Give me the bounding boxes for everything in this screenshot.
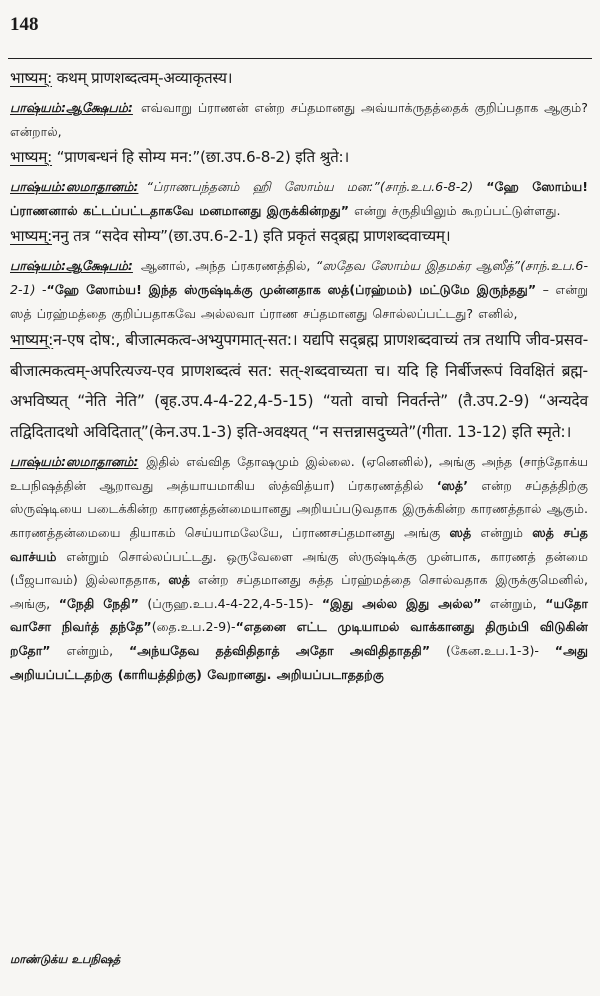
tamil-text-bold: “அது அறியப்பட்டதற்கு (காரியத்திற்கு) வேறானது. அறியப்படாததற்கு [10,642,588,682]
tamil-label: பாஷ்யம்:ஆக்ஷேபம்: [10,258,133,274]
tamil-text-italic: “ஸதேவ ஸோம்ய இதமக்ர ஆஸீத்”(சாந்.உப.6-2-1) [10,258,588,297]
tamil-text: என்றும், [481,595,546,611]
bhashya-text: “प्राणबन्धनं हि सोम्य मन:”(छा.उप.6-8-2) इति श्रुते:। [52,148,350,167]
tamil-text: (கேன.உப.1-3)- [430,642,555,658]
tamil-text: – என்று ஸத் ப்ரஹ்மத்தை குறிப்பதாகவே அல்லவா ப்ராண சப்தமானது சொல்லப்பட்டது? எனில், [10,281,588,321]
tamil-text: (தை.உப.2-9)- [151,619,236,635]
bhashya-label: भाष्यम्: [10,331,54,350]
tamil-commentary-3 [10,254,588,325]
tamil-text-bold: ஸத் [449,524,472,540]
tamil-commentary-1 [10,96,588,143]
tamil-text-bold: “நேதி நேதி” [58,595,139,611]
tamil-text: இதில் எவ்வித தோஷமும் இல்லை. (ஏனெனில்), அங்கு அந்த (சாந்தோக்ய உபநிஷத்தின் ஆறாவது அத்யாயமாகிய ஸ்த்வித்யா) ப்ரகரணத்தில் [10,454,588,493]
page-body [10,64,588,686]
tamil-text: (ப்ருஹ.உப.4-4-22,4-5-15)- [138,595,322,611]
sanskrit-bhashya-3 [10,222,588,251]
tamil-text-bold: “ஹே ஸோம்ய! இந்த ஸ்ருஷ்டிக்கு முன்னதாக ஸத்(ப்ரஹ்மம்) மட்டுமே இருந்தது” [46,281,537,297]
footer-book-title: மாண்டுக்ய உபநிஷத் [10,952,121,966]
bhashya-label: भाष्यम्: [10,227,53,246]
tamil-text: என்ற சப்தத்திற்கு ஸ்ருஷ்டியை படைக்கின்ற காரணத்தன்மையானது அறியப்படுவதாக இருக்கின்ற காரணத்தால் ஆகும். காரணத்தன்மையை தியாகம் செய்யாமலேயே, ப்ராணசப்தமானது அங்கு [10,477,588,540]
tamil-text: என்றும், [50,642,130,658]
bhashya-label: भाष्यम्: [10,69,53,87]
tamil-text: ஆனால், அந்த ப்ரகரணத்தில், [140,258,316,274]
tamil-text-bold: ஸத் சப்த வாச்யம் [10,524,588,564]
tamil-text: என்று ச்ருதியிலும் கூறப்பட்டுள்ளது. [349,202,561,218]
tamil-label: பாஷ்யம்:ஆக்ஷேபம்: [10,100,133,115]
tamil-text-bold: ஸத் [168,572,191,588]
tamil-text-bold: “ஹே ஸோம்ய! ப்ராணனால் கட்டப்பட்டதாகவே மனமானது இருக்கின்றது” [10,179,589,218]
tamil-commentary-4 [10,450,588,686]
page-number: 148 [10,14,39,35]
tamil-label: பாஷ்யம்:ஸமாதானம்: [10,454,139,470]
tamil-text-italic: “ப்ராணபந்தனம் ஹி ஸோம்ய மன:”(சாந்.உப.6-8-2) [146,179,487,195]
bhashya-text: कथम् प्राणशब्दत्वम्-अव्याकृतस्य। [52,69,233,87]
bhashya-label: भाष्यम्: [10,148,53,167]
sanskrit-bhashya-4 [10,325,588,447]
tamil-label: பாஷ்யம்:ஸமாதானம்: [10,179,139,195]
tamil-text: என்றும் [471,524,533,540]
tamil-text-bold: “இது அல்ல இது அல்ல” [321,595,482,611]
sanskrit-bhashya-1 [10,64,588,93]
header-rule [8,58,592,59]
tamil-text-bold: ‘ஸத்’ [436,477,469,493]
bhashya-text: ननु तत्र “सदेव सोम्य”(छा.उप.6-2-1) इति प्रकृतं सद्ब्रह्म प्राणशब्दवाच्यम्। [52,227,451,246]
tamil-text: என்ற சப்தமானது சுத்த ப்ரஹ்மத்தை சொல்வதாக இருக்குமெனில், அங்கு, [10,572,588,611]
bhashya-text: न-एष दोष:, बीजात्मकत्व-अभ्युपगमात्-सत:। यद्यपि सद्ब्रह्म प्राणशब्दवाच्यं तत्र तथापि जीव-प्रसव-बीजात्मकत्वम्-अपरित्यज्य-एव प्राणशब्दत्वं सत: सत्-शब्दवाच्यता च। यदि हि निर्बीजरूपं विवक्षितं ब्रह्म-अभविष्यत् “नेति नेति” (बृह.उप.4-4-22,4-5-15) “यतो वाचो निवर्तन्ते” (तै.उप.2-9) “अन्यदेव तद्विदितादथो अविदितात्”(केन.उप.1-3) इति-अवक्ष्यत् “न सत्तन्नासदुच्यते”(गीता. 13-12) इति स्मृते:। [10,331,588,441]
tamil-text-bold: “அந்யதேவ தத்விதிதாத் அதோ அவிதிதாததி” [129,642,431,658]
sanskrit-bhashya-2 [10,143,588,172]
tamil-text: - [35,281,47,297]
tamil-text: எவ்வாறு ப்ராணன் என்ற சப்தமானது அவ்யாக்ருதத்தைக் குறிப்பதாக ஆகும்? என்றால், [10,100,588,139]
tamil-commentary-2 [10,175,588,222]
tamil-text-bold: “எதனை எட்ட முடியாமல் வாக்கானது திரும்பி விடுகின் றதோ” [10,619,588,658]
tamil-text: என்றும் சொல்லப்பட்டது. ஒருவேளை அங்கு ஸ்ருஷ்டிக்கு முன்பாக, காரணத் தன்மை (பீஜபாவம்) இல்லாததாக, [10,548,588,588]
tamil-text-bold: “யதோ வாசோ நிவர்த் தந்தே” [10,595,588,635]
